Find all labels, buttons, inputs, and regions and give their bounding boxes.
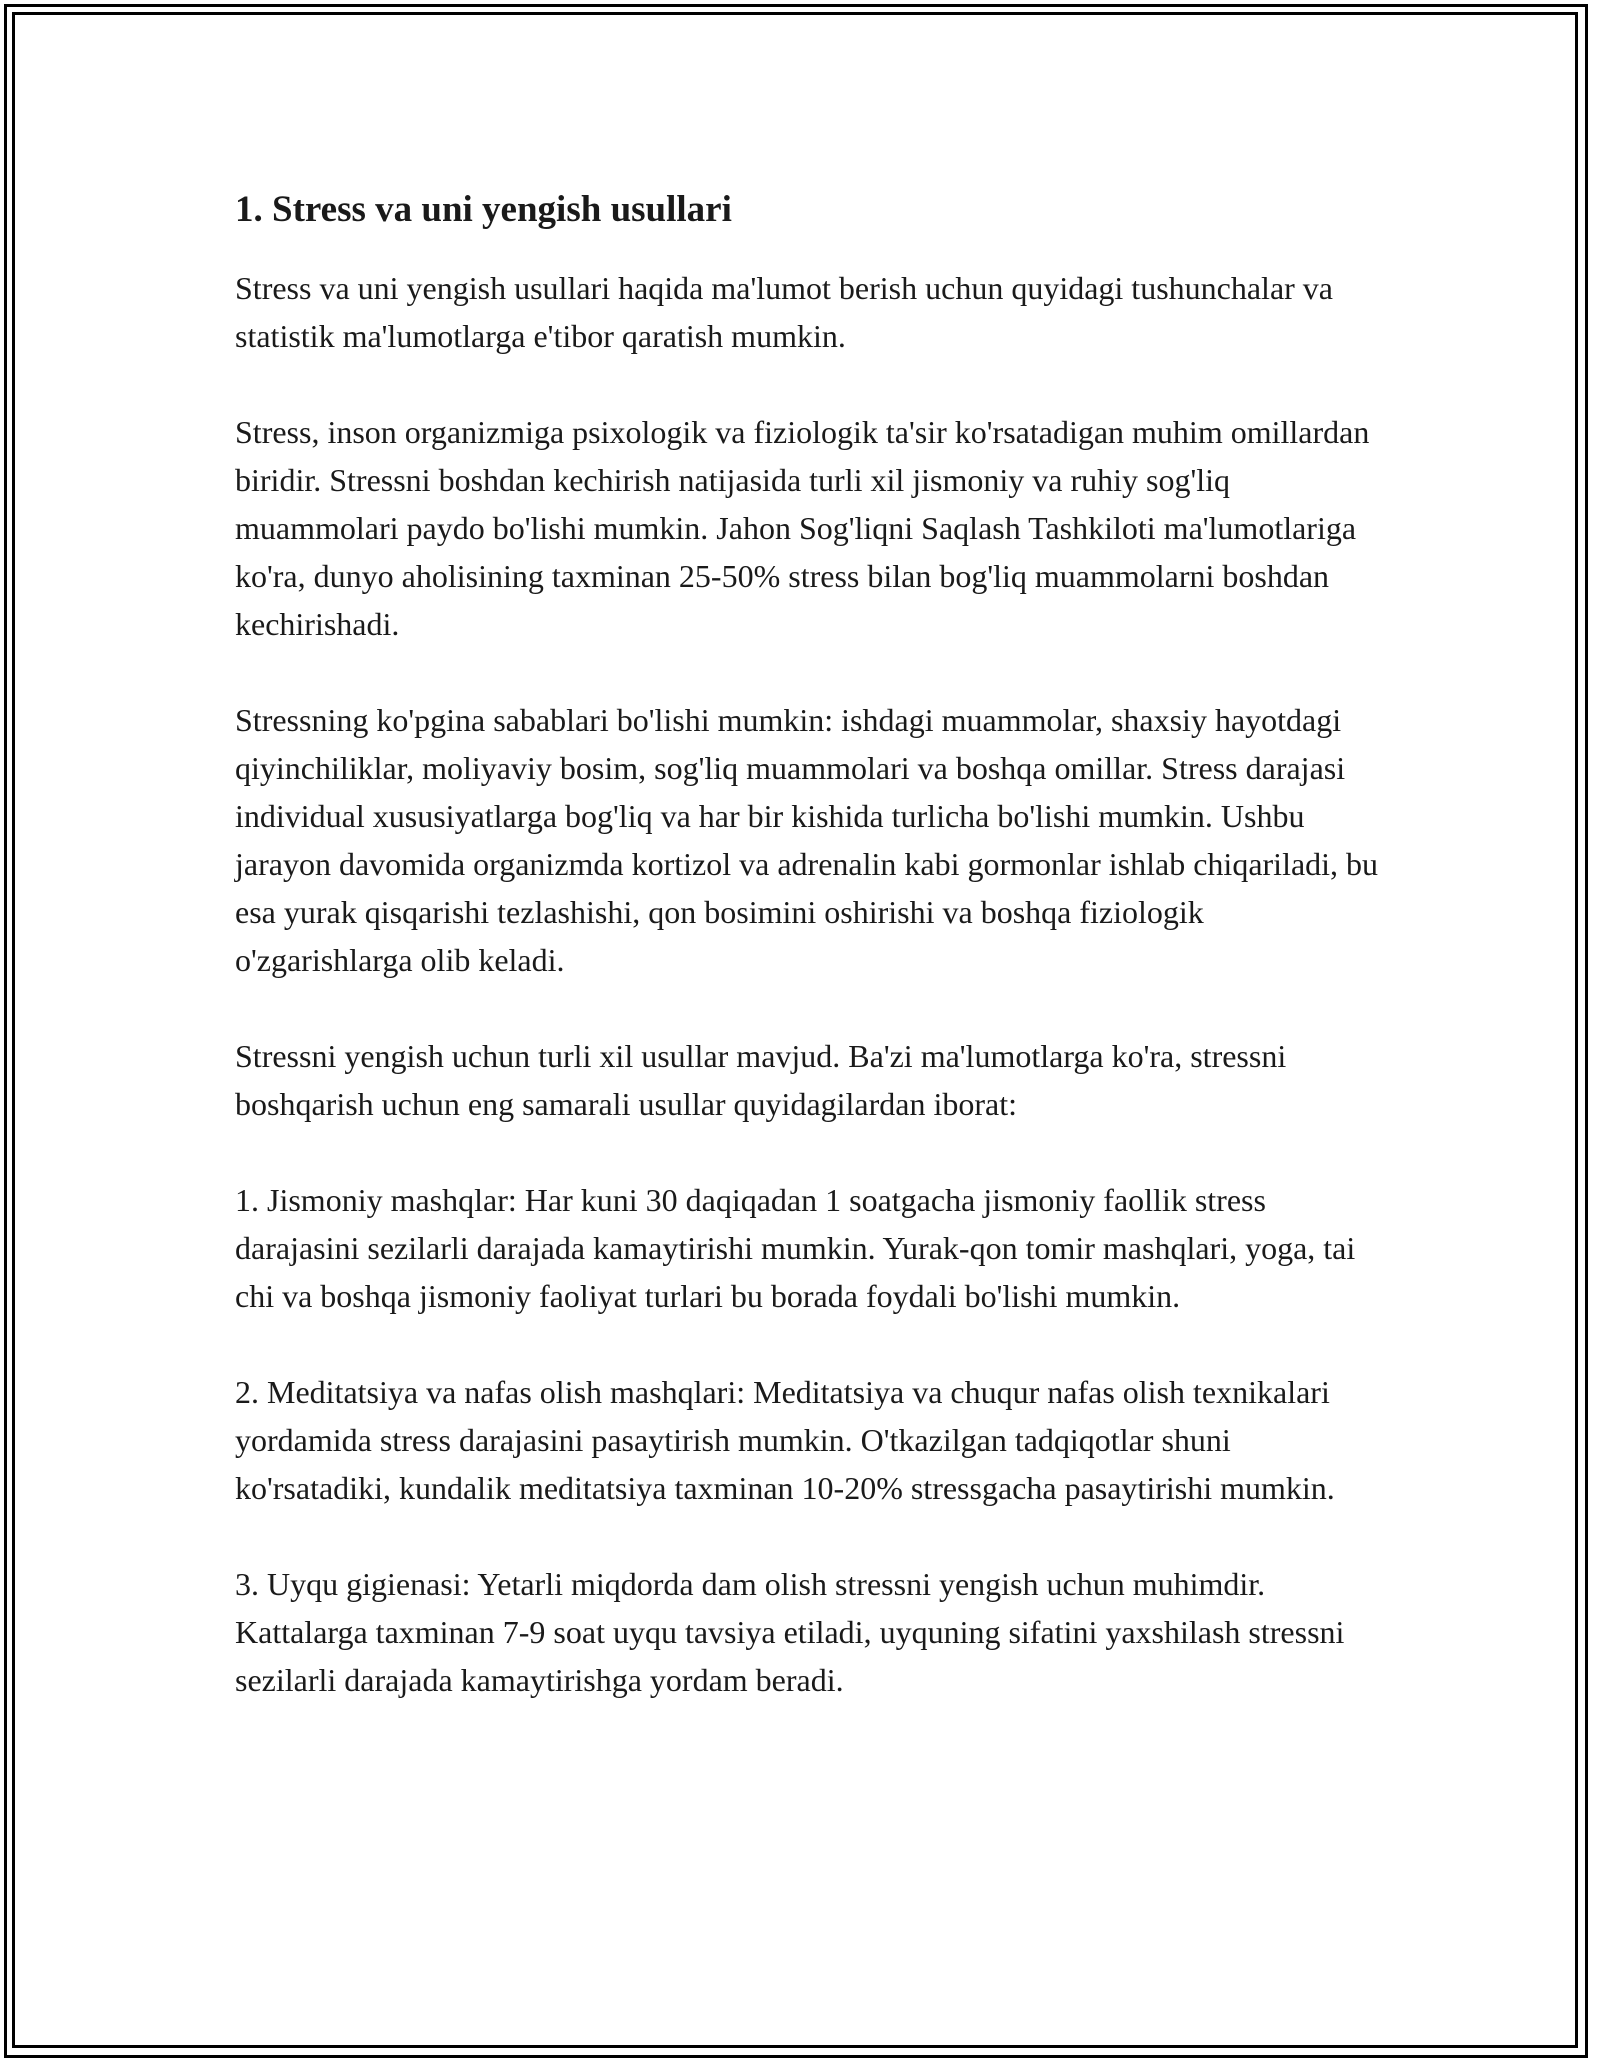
list-item-sleep-hygiene: 3. Uyqu gigienasi: Yetarli miqdorda dam olish stressni yengish uchun muhimdir. Kattalarga taxminan 7-9 soat uyqu tavsiya etiladi, uyquning sifatini yaxshilash stressni sezilarli darajada kamaytirishga yordam beradi. [235, 1566, 1345, 1698]
list-item-physical-exercise: 1. Jismoniy mashqlar: Har kuni 30 daqiqadan 1 soatgacha jismoniy faollik stress darajasini sezilarli darajada kamaytirishi mumkin. Yurak-qon tomir mashqlari, yoga, tai chi va boshqa jismoniy faoliyat turlari bu borada foydali bo'lishi mumkin. [235, 1182, 1356, 1314]
section-heading: 1. Stress va uni yengish usullari [235, 189, 732, 230]
paragraph-methods-intro: Stressni yengish uchun turli xil usullar mavjud. Ba'zi ma'lumotlarga ko'ra, stressni boshqarish uchun eng samarali usullar quyidagilardan iborat: [235, 1038, 1287, 1122]
document-body [235, 180, 1385, 1752]
paragraph-intro: Stress va uni yengish usullari haqida ma'lumot berish uchun quyidagi tushunchalar va statistik ma'lumotlarga e'tibor qaratish mumkin. [235, 270, 1333, 354]
list-item-meditation: 2. Meditatsiya va nafas olish mashqlari: Meditatsiya va chuqur nafas olish texnikalari yordamida stress darajasini pasaytirish mumkin. O'tkazilgan tadqiqotlar shuni ko'rsatadiki, kundalik meditatsiya taxminan 10-20% stressgacha pasaytirishi mumkin. [235, 1374, 1335, 1506]
paragraph-stress-definition: Stress, inson organizmiga psixologik va fiziologik ta'sir ko'rsatadigan muhim omillardan biridir. Stressni boshdan kechirish natijasida turli xil jismoniy va ruhiy sog'liq muammolari paydo bo'lishi mumkin. Jahon Sog'liqni Saqlash Tashkiloti ma'lumotlariga ko'ra, dunyo aholisining taxminan 25-50% stress bilan bog'liq muammolarni boshdan kechirishadi. [235, 414, 1370, 642]
paragraph-stress-causes: Stressning ko'pgina sabablari bo'lishi mumkin: ishdagi muammolar, shaxsiy hayotdagi qiyinchiliklar, moliyaviy bosim, sog'liq muammolari va boshqa omillar. Stress darajasi individual xususiyatlarga bog'liq va har bir kishida turlicha bo'lishi mumkin. Ushbu jarayon davomida organizmda kortizol va adrenalin kabi gormonlar ishlab chiqariladi, bu esa yurak qisqarishi tezlashishi, qon bosimini oshirishi va boshqa fiziologik o'zgarishlarga olib keladi. [235, 702, 1379, 978]
